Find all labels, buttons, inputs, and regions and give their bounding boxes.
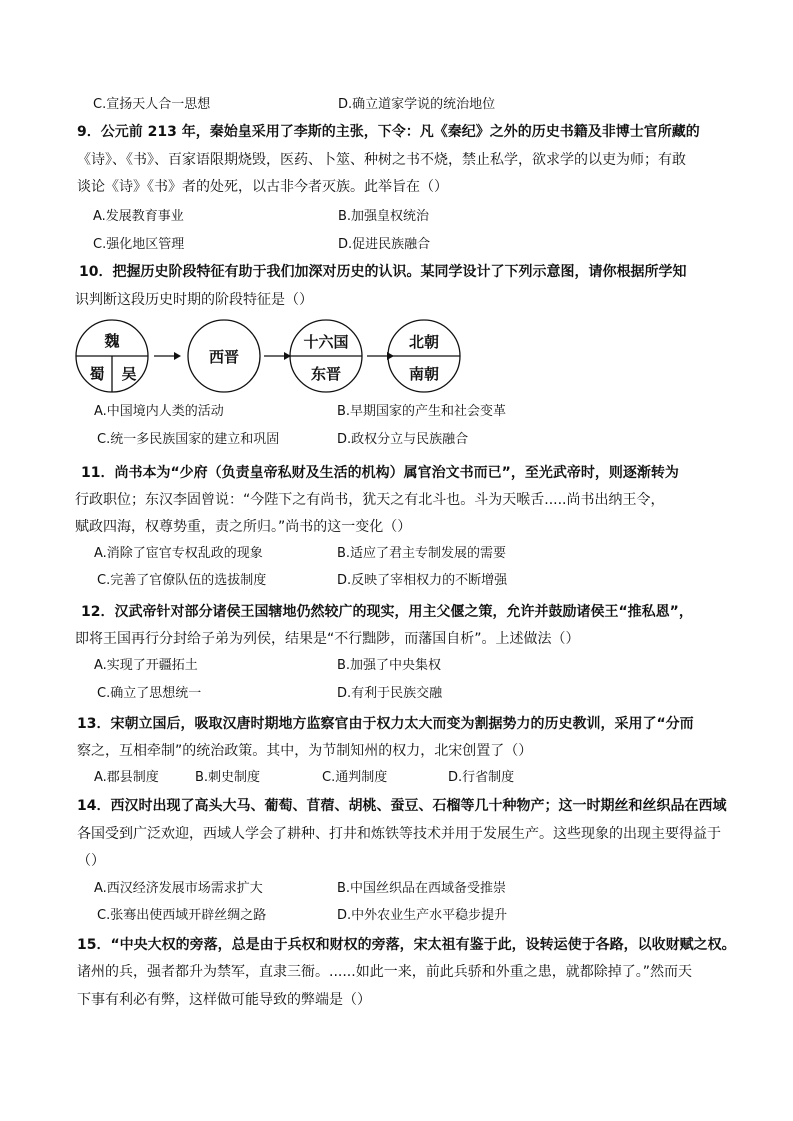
shu-label: 蜀 [89,365,105,383]
q11-option-d: D.反映了宰相权力的不断增强 [337,573,508,588]
q13-option-d: D.行省制度 [448,770,515,785]
q12-stem-line-2: 即将王国再行分封给子弟为列侯，结果是“不行黜陟，而藩国自析”。上述做法（） [75,631,580,647]
q9-option-a: A.发展教育事业 [93,209,184,224]
q11-option-b: B.适应了君主专制发展的需要 [337,546,507,561]
q11-option-c: C.完善了官僚队伍的选拔制度 [97,573,267,588]
q11-option-a: A.消除了宦官专权乱政的现象 [94,546,263,561]
wu-label: 吴 [121,365,137,383]
q14-option-a: A.西汉经济发展市场需求扩大 [94,881,263,896]
q13-stem-line-2: 察之，互相牵制”的统治政策。其中，为节制知州的权力，北宋创置了（） [77,743,533,759]
q9-option-d: D.促进民族融合 [338,237,431,252]
q10-option-a: A.中国境内人类的活动 [94,404,224,419]
q8-option-c: C.宣扬天人合一思想 [93,97,211,112]
q14-stem-line-1: 14．西汉时出现了高头大马、葡萄、苜蓿、胡桃、蚕豆、石榴等几十种物产；这一时期丝和丝织品在西域 [77,798,727,814]
northern-southern-dynasties-node [388,320,460,392]
q9-stem-line-3: 谈论《诗》《书》者的处死，以古非今者灭族。此举旨在（） [77,179,448,195]
q12-option-a: A.实现了开疆拓土 [94,658,198,673]
q12-stem-line-1: 12．汉武帝针对部分诸侯王国辖地仍然较广的现实，用主父偃之策，允许并鼓励诸侯王“推私恩”， [81,604,693,620]
q10-stem-line-2: 识判断这段历史时期的阶段特征是（） [75,292,313,308]
q10-option-d: D.政权分立与民族融合 [337,432,469,447]
q11-stem-line-2: 行政职位；东汉李固曾说：“今陛下之有尚书，犹天之有北斗也。斗为天喉舌.....尚书出纳王令， [75,492,665,508]
wei-label: 魏 [104,332,120,350]
q11-stem-line-1: 11．尚书本为“少府（负责皇帝私财及生活的机构）属官治文书而已”，至光武帝时，则逐渐转为 [81,465,679,481]
dongjin-label: 东晋 [310,365,342,383]
q15-stem-line-2: 诸州的兵，强者都升为禁军，直隶三衙。......如此一来，前此兵骄和外重之患，就都除掉了。”然而天 [77,964,692,980]
q13-option-a: A.郡县制度 [94,770,159,785]
arrowhead-1 [174,352,181,360]
q13-option-b: B.刺史制度 [195,770,261,785]
western-jin-node [188,320,260,392]
q12-option-b: B.加强了中央集权 [337,658,442,673]
shiliuguo-label: 十六国 [303,333,349,351]
q13-stem-line-1: 13．宋朝立国后，吸取汉唐时期地方监察官由于权力太大而变为割据势力的历史教训，采用了“分而 [77,716,694,732]
q9-option-b: B.加强皇权统治 [338,209,430,224]
history-period-diagram [74,318,464,394]
three-kingdoms-node [76,320,148,392]
q10-stem-line-1: 10．把握历史阶段特征有助于我们加深对历史的认识。某同学设计了下列示意图，请你根据所学知 [79,264,687,280]
nanchao-label: 南朝 [408,365,440,383]
q14-option-d: D.中外农业生产水平稳步提升 [337,908,508,923]
q14-option-b: B.中国丝织品在西域备受推崇 [337,881,507,896]
q12-option-c: C.确立了思想统一 [97,686,202,701]
q9-stem-line-1: 9．公元前 213 年，秦始皇采用了李斯的主张，下令：凡《秦纪》之外的历史书籍及非博士官所藏的 [77,124,700,140]
q14-stem-line-3: （） [77,853,105,869]
q15-stem-line-3: 下事有利必有弊，这样做可能导致的弊端是（） [77,992,371,1008]
q12-option-d: D.有利于民族交融 [337,686,443,701]
sixteen-kingdoms-node [290,320,362,392]
q10-option-b: B.早期国家的产生和社会变革 [337,404,507,419]
q9-option-c: C.强化地区管理 [93,237,185,252]
beichao-label: 北朝 [408,333,440,351]
xijin-label: 西晋 [208,348,240,366]
q15-stem-line-1: 15．“中央大权的旁落，总是由于兵权和财权的旁落，宋太祖有鉴于此，设转运使于各路，以收财赋之权。 [77,937,736,953]
q14-stem-line-2: 各国受到广泛欢迎，西域人学会了耕种、打井和炼铁等技术并用于发展生产。这些现象的出现主要得益于 [77,826,721,842]
q13-option-c: C.通判制度 [322,770,388,785]
q9-stem-line-2: 《诗》、《书》、百家语限期烧毁，医药、卜筮、种树之书不烧，禁止私学，欲求学的以吏为师；有敢 [77,152,686,168]
q10-option-c: C.统一多民族国家的建立和巩固 [97,432,280,447]
q11-stem-line-3: 赋政四海，权尊势重，责之所归。”尚书的这一变化（） [75,519,412,535]
q8-option-d: D.确立道家学说的统治地位 [338,97,496,112]
q14-option-c: C.张骞出使西域开辟丝绸之路 [97,908,267,923]
